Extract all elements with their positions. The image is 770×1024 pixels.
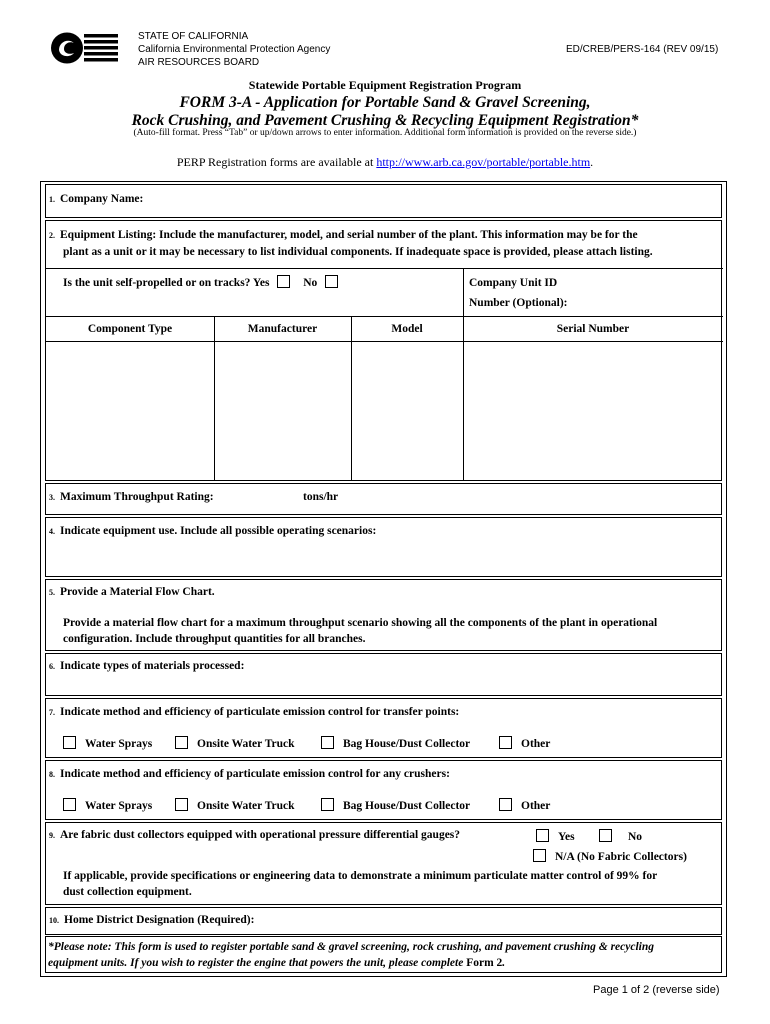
- section-material-flow-chart: [45, 579, 722, 651]
- self-propelled-yes-checkbox[interactable]: [277, 275, 290, 288]
- agency-name: California Environmental Protection Agency: [138, 44, 331, 55]
- section-equipment-listing: [45, 220, 722, 481]
- column-header-model: Model: [391, 323, 423, 335]
- section-materials-processed[interactable]: [45, 653, 722, 696]
- section-equipment-use[interactable]: [45, 517, 722, 577]
- option-label: N/A (No Fabric Collectors): [555, 851, 687, 863]
- self-propelled-question: Is the unit self-propelled or on tracks?: [63, 277, 251, 289]
- section-label-cont: plant as a unit or it may be necessary to list individual components. If inadequate space is provided, please attach listing.: [63, 246, 653, 258]
- note-end: .: [502, 957, 506, 969]
- section-number: 8.: [49, 770, 55, 779]
- note-line-1: *Please note: This form is used to register portable sand & gravel screening, rock crushing, and pavement crushing & recycling: [48, 941, 654, 953]
- perp-text: PERP Registration forms are available at: [176, 155, 374, 169]
- instructions: (Auto-fill format. Press “Tab” or up/down arrows to enter information. Additional form information is provided on the reverse side.): [133, 128, 637, 138]
- checkbox[interactable]: [321, 798, 334, 811]
- section-label: Home District Designation (Required):: [64, 914, 255, 926]
- column-header-component-type: Component Type: [87, 323, 173, 335]
- option-label: Bag House/Dust Collector: [343, 800, 471, 812]
- option-label: Other: [521, 800, 551, 812]
- option-onsite-water-truck[interactable]: [175, 798, 295, 812]
- option-label: Onsite Water Truck: [197, 800, 295, 812]
- checkbox[interactable]: [536, 829, 549, 842]
- program-name: Statewide Portable Equipment Registration Program: [248, 78, 522, 92]
- option-other[interactable]: [499, 736, 550, 750]
- option-water-sprays[interactable]: [63, 736, 152, 750]
- column-header-manufacturer: Manufacturer: [247, 323, 318, 335]
- fabric-body-1: If applicable, provide specifications or engineering data to demonstrate a minimum particulate matter control of 99% for: [63, 870, 658, 882]
- flow-chart-body-1: Provide a material flow chart for a maximum throughput scenario showing all the components of the plant in operational: [63, 617, 658, 629]
- checkbox[interactable]: [63, 736, 76, 749]
- section-label: Maximum Throughput Rating:: [60, 491, 214, 503]
- section-label: Company Name:: [60, 193, 144, 205]
- section-company-name[interactable]: [45, 184, 722, 218]
- section-number: 7.: [49, 708, 55, 717]
- section-label: Equipment Listing: Include the manufacturer, model, and serial number of the plant. This information may be for the: [60, 229, 638, 241]
- option-label: Other: [521, 738, 551, 750]
- section-number: 9.: [49, 831, 55, 840]
- section-crusher-control: [45, 760, 722, 820]
- option-bag-house[interactable]: [321, 736, 470, 750]
- option-no[interactable]: [599, 829, 642, 843]
- form-id: ED/CREB/PERS-164 (REV 09/15): [566, 44, 719, 55]
- section-label: Indicate types of materials processed:: [60, 660, 245, 672]
- agency-header: [138, 30, 330, 69]
- yes-label: Yes: [252, 277, 270, 289]
- fabric-body-2: dust collection equipment.: [63, 886, 192, 898]
- checkbox[interactable]: [533, 849, 546, 862]
- perp-line: [0, 155, 770, 170]
- option-label: Water Sprays: [85, 800, 153, 812]
- option-yes[interactable]: [536, 829, 575, 843]
- form-title-line2: Rock Crushing, and Pavement Crushing & Recycling Equipment Registration*: [131, 112, 639, 129]
- throughput-unit: tons/hr: [303, 491, 339, 503]
- section-transfer-point-control: [45, 698, 722, 758]
- section-number: 10.: [49, 916, 59, 925]
- section-label: Provide a Material Flow Chart.: [60, 586, 215, 598]
- section-number: 5.: [49, 588, 55, 597]
- option-bag-house[interactable]: [321, 798, 470, 812]
- section-label: Are fabric dust collectors equipped with operational pressure differential gauges?: [60, 829, 461, 841]
- section-home-district[interactable]: [45, 907, 722, 935]
- ca-epa-logo: [50, 31, 120, 65]
- section-number: 2.: [49, 231, 55, 240]
- flow-chart-body-2: configuration. Include throughput quantities for all branches.: [63, 633, 366, 645]
- option-onsite-water-truck[interactable]: [175, 736, 295, 750]
- note-form2: Form 2: [466, 957, 503, 969]
- checkbox[interactable]: [499, 798, 512, 811]
- self-propelled-no-checkbox[interactable]: [325, 275, 338, 288]
- unit-id-label-2: Number (Optional):: [469, 297, 568, 309]
- company-unit-id[interactable]: [469, 275, 568, 311]
- section-fabric-dust-collectors: [45, 822, 722, 905]
- section-number: 3.: [49, 493, 55, 502]
- no-label: No: [303, 277, 318, 289]
- please-note: [45, 936, 722, 973]
- perp-end: .: [590, 155, 594, 169]
- unit-id-label: Company Unit ID: [469, 277, 558, 289]
- page-footer: Page 1 of 2 (reverse side): [593, 984, 720, 996]
- perp-link[interactable]: http://www.arb.ca.gov/portable/portable.htm: [376, 155, 591, 169]
- section-number: 4.: [49, 527, 55, 536]
- section-number: 1.: [49, 195, 55, 204]
- board-name: AIR RESOURCES BOARD: [138, 57, 260, 68]
- checkbox[interactable]: [63, 798, 76, 811]
- note-line-2: equipment units. If you wish to register the engine that powers the unit, please complete: [48, 957, 464, 969]
- checkbox[interactable]: [599, 829, 612, 842]
- form-title: [0, 94, 770, 130]
- column-header-serial-number: Serial Number: [556, 323, 630, 335]
- checkbox[interactable]: [321, 736, 334, 749]
- option-label: Bag House/Dust Collector: [343, 738, 471, 750]
- option-water-sprays[interactable]: [63, 798, 152, 812]
- section-throughput[interactable]: [45, 483, 722, 515]
- section-label: Indicate equipment use. Include all possible operating scenarios:: [60, 525, 377, 537]
- option-label: No: [628, 831, 643, 843]
- checkbox[interactable]: [499, 736, 512, 749]
- option-na[interactable]: [533, 849, 687, 863]
- checkbox[interactable]: [175, 798, 188, 811]
- state-name: STATE OF CALIFORNIA: [138, 31, 249, 42]
- option-other[interactable]: [499, 798, 550, 812]
- section-label: Indicate method and efficiency of particulate emission control for any crushers:: [60, 768, 450, 780]
- option-label: Onsite Water Truck: [197, 738, 295, 750]
- option-label: Water Sprays: [85, 738, 153, 750]
- option-label: Yes: [558, 831, 575, 843]
- checkbox[interactable]: [175, 736, 188, 749]
- section-number: 6.: [49, 662, 55, 671]
- section-label: Indicate method and efficiency of particulate emission control for transfer points:: [60, 706, 460, 718]
- form-title-line1: FORM 3-A - Application for Portable Sand & Gravel Screening,: [179, 94, 591, 111]
